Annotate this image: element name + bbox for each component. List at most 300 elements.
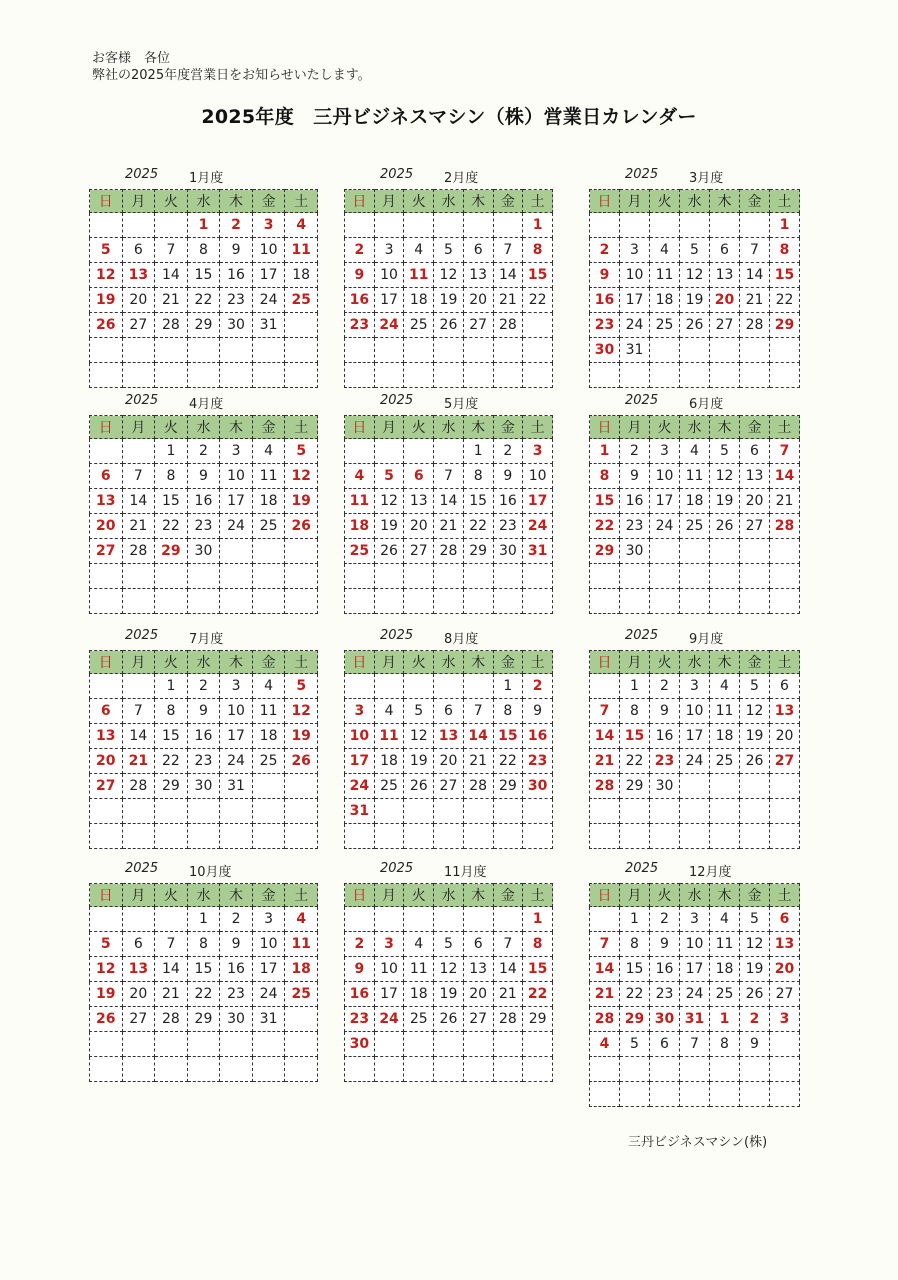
holiday-day-cell: 9 [345, 263, 375, 288]
empty-day-cell [345, 564, 375, 589]
holiday-day-cell: 26 [285, 749, 318, 774]
business-day-cell: 3 [680, 907, 710, 932]
weekday-label: 金 [493, 651, 523, 674]
month-year: 2025 [380, 861, 414, 876]
weekday-label: 月 [620, 416, 650, 439]
empty-day-cell [90, 1057, 123, 1082]
business-day-cell: 18 [680, 489, 710, 514]
business-day-cell: 5 [620, 1032, 650, 1057]
business-day-cell: 20 [434, 749, 464, 774]
business-day-cell: 17 [374, 288, 404, 313]
empty-day-cell [155, 213, 188, 238]
business-day-cell: 18 [710, 724, 740, 749]
week-row [345, 724, 553, 749]
empty-day-cell [155, 564, 188, 589]
business-day-cell: 20 [404, 514, 434, 539]
business-day-cell: 27 [710, 313, 740, 338]
empty-day-cell [434, 363, 464, 388]
empty-day-cell [285, 363, 318, 388]
business-day-cell: 14 [740, 263, 770, 288]
week-row [90, 982, 318, 1007]
business-day-cell: 18 [650, 288, 680, 313]
business-day-cell: 20 [463, 288, 493, 313]
empty-day-cell [374, 363, 404, 388]
business-day-cell: 12 [740, 932, 770, 957]
weekday-label: 月 [620, 190, 650, 213]
week-row [90, 263, 318, 288]
week-row [90, 774, 318, 799]
holiday-day-cell: 7 [770, 439, 800, 464]
weekday-label: 土 [285, 190, 318, 213]
empty-day-cell [770, 539, 800, 564]
empty-day-cell [345, 589, 375, 614]
holiday-day-cell: 1 [523, 907, 553, 932]
business-day-cell: 7 [122, 699, 155, 724]
holiday-day-cell: 14 [463, 724, 493, 749]
holiday-day-cell: 18 [285, 957, 318, 982]
empty-day-cell [122, 439, 155, 464]
business-day-cell: 6 [650, 1032, 680, 1057]
holiday-day-cell: 18 [345, 514, 375, 539]
month-name: 12月度 [689, 865, 732, 880]
holiday-day-cell: 15 [620, 724, 650, 749]
empty-day-cell [434, 824, 464, 849]
month-name: 2月度 [444, 171, 479, 186]
week-row [345, 464, 553, 489]
weekday-label: 火 [650, 884, 680, 907]
empty-day-cell [493, 589, 523, 614]
week-row [345, 363, 553, 388]
empty-day-cell [404, 439, 434, 464]
weekday-header [590, 416, 800, 439]
empty-day-cell [252, 539, 285, 564]
holiday-day-cell: 5 [90, 238, 123, 263]
empty-day-cell [90, 363, 123, 388]
business-day-cell: 21 [493, 288, 523, 313]
weekday-label: 月 [374, 416, 404, 439]
empty-day-cell [155, 799, 188, 824]
business-day-cell: 22 [187, 982, 220, 1007]
holiday-day-cell: 7 [590, 699, 620, 724]
week-row [590, 749, 800, 774]
week-row [590, 213, 800, 238]
empty-day-cell [493, 1057, 523, 1082]
holiday-day-cell: 30 [523, 774, 553, 799]
month-table [589, 650, 800, 849]
business-day-cell: 1 [620, 674, 650, 699]
business-day-cell: 20 [122, 288, 155, 313]
empty-day-cell [374, 824, 404, 849]
business-day-cell: 21 [770, 489, 800, 514]
holiday-day-cell: 25 [285, 982, 318, 1007]
business-day-cell: 16 [493, 489, 523, 514]
business-day-cell: 15 [187, 957, 220, 982]
empty-day-cell [493, 907, 523, 932]
week-row [345, 338, 553, 363]
weekday-label: 土 [770, 416, 800, 439]
month-name: 5月度 [444, 397, 479, 412]
week-row [345, 749, 553, 774]
holiday-day-cell: 23 [345, 313, 375, 338]
business-day-cell: 3 [220, 674, 253, 699]
business-day-cell: 30 [620, 539, 650, 564]
holiday-day-cell: 13 [122, 957, 155, 982]
month-label [89, 167, 318, 187]
holiday-day-cell: 5 [374, 464, 404, 489]
business-day-cell: 3 [620, 238, 650, 263]
week-row [590, 589, 800, 614]
weekday-label: 水 [434, 190, 464, 213]
week-row [90, 514, 318, 539]
business-day-cell: 28 [740, 313, 770, 338]
empty-day-cell [680, 1082, 710, 1107]
weekday-label: 月 [122, 416, 155, 439]
business-day-cell: 20 [122, 982, 155, 1007]
empty-day-cell [770, 774, 800, 799]
week-row [90, 799, 318, 824]
business-day-cell: 23 [220, 982, 253, 1007]
holiday-day-cell: 6 [404, 464, 434, 489]
week-row [90, 674, 318, 699]
business-day-cell: 5 [680, 238, 710, 263]
business-day-cell: 22 [523, 288, 553, 313]
business-day-cell: 3 [374, 238, 404, 263]
empty-day-cell [680, 589, 710, 614]
business-day-cell: 26 [710, 514, 740, 539]
holiday-day-cell: 20 [90, 749, 123, 774]
weekday-label: 火 [650, 190, 680, 213]
business-day-cell: 29 [155, 774, 188, 799]
week-row [345, 288, 553, 313]
empty-day-cell [187, 589, 220, 614]
empty-day-cell [434, 907, 464, 932]
business-day-cell: 25 [252, 749, 285, 774]
business-day-cell: 1 [463, 439, 493, 464]
weekday-label: 木 [220, 190, 253, 213]
holiday-day-cell: 16 [590, 288, 620, 313]
empty-day-cell [620, 799, 650, 824]
business-day-cell: 5 [404, 699, 434, 724]
holiday-day-cell: 30 [590, 338, 620, 363]
empty-day-cell [620, 824, 650, 849]
holiday-day-cell: 12 [90, 957, 123, 982]
page-title: 2025年度 三丹ビジネスマシン（株）営業日カレンダー [201, 106, 697, 128]
empty-day-cell [285, 1032, 318, 1057]
week-row [345, 982, 553, 1007]
empty-day-cell [434, 338, 464, 363]
holiday-day-cell: 3 [770, 1007, 800, 1032]
holiday-day-cell: 6 [90, 699, 123, 724]
business-day-cell: 8 [155, 699, 188, 724]
empty-day-cell [650, 1057, 680, 1082]
month-label [589, 167, 800, 187]
month-calendar [344, 167, 553, 388]
weekday-label: 月 [374, 884, 404, 907]
business-day-cell: 9 [523, 699, 553, 724]
business-day-cell: 6 [122, 932, 155, 957]
business-day-cell: 24 [252, 982, 285, 1007]
business-day-cell: 27 [740, 514, 770, 539]
empty-day-cell [122, 1032, 155, 1057]
business-day-cell: 3 [252, 907, 285, 932]
business-day-cell: 27 [404, 539, 434, 564]
business-day-cell: 23 [187, 749, 220, 774]
business-day-cell: 11 [680, 464, 710, 489]
business-day-cell: 29 [620, 774, 650, 799]
business-day-cell: 24 [220, 514, 253, 539]
weekday-label: 水 [187, 651, 220, 674]
business-day-cell: 31 [252, 1007, 285, 1032]
holiday-day-cell: 23 [590, 313, 620, 338]
business-day-cell: 23 [187, 514, 220, 539]
week-row [590, 539, 800, 564]
empty-day-cell [122, 363, 155, 388]
week-row [590, 263, 800, 288]
business-day-cell: 28 [122, 539, 155, 564]
business-day-cell: 28 [434, 539, 464, 564]
empty-day-cell [493, 799, 523, 824]
business-day-cell: 25 [680, 514, 710, 539]
empty-day-cell [710, 213, 740, 238]
empty-day-cell [710, 363, 740, 388]
empty-day-cell [523, 799, 553, 824]
weekday-header [345, 416, 553, 439]
business-day-cell: 6 [434, 699, 464, 724]
holiday-day-cell: 28 [770, 514, 800, 539]
weekday-label: 土 [285, 884, 318, 907]
week-row [345, 213, 553, 238]
empty-day-cell [770, 363, 800, 388]
weekday-label: 日 [345, 884, 375, 907]
empty-day-cell [523, 589, 553, 614]
month-label [344, 167, 553, 187]
empty-day-cell [404, 1057, 434, 1082]
empty-day-cell [680, 774, 710, 799]
business-day-cell: 31 [620, 338, 650, 363]
weekday-label: 土 [770, 651, 800, 674]
empty-day-cell [523, 564, 553, 589]
month-table [344, 883, 553, 1082]
empty-day-cell [650, 213, 680, 238]
business-day-cell: 9 [220, 932, 253, 957]
empty-day-cell [463, 338, 493, 363]
empty-day-cell [620, 363, 650, 388]
business-day-cell: 14 [493, 263, 523, 288]
empty-day-cell [523, 1057, 553, 1082]
business-day-cell: 17 [252, 263, 285, 288]
business-day-cell: 22 [187, 288, 220, 313]
weekday-label: 木 [710, 651, 740, 674]
week-row [345, 824, 553, 849]
empty-day-cell [90, 213, 123, 238]
business-day-cell: 22 [155, 514, 188, 539]
business-day-cell: 12 [404, 724, 434, 749]
business-day-cell: 16 [620, 489, 650, 514]
empty-day-cell [404, 1032, 434, 1057]
empty-day-cell [770, 824, 800, 849]
week-row [590, 439, 800, 464]
empty-day-cell [374, 799, 404, 824]
holiday-day-cell: 4 [345, 464, 375, 489]
weekday-label: 金 [252, 416, 285, 439]
empty-day-cell [155, 338, 188, 363]
business-day-cell: 10 [374, 263, 404, 288]
empty-day-cell [374, 674, 404, 699]
week-row [590, 564, 800, 589]
business-day-cell: 9 [220, 238, 253, 263]
business-day-cell: 16 [650, 724, 680, 749]
business-day-cell: 20 [770, 724, 800, 749]
empty-day-cell [252, 1032, 285, 1057]
empty-day-cell [285, 564, 318, 589]
business-day-cell: 12 [680, 263, 710, 288]
week-row [345, 238, 553, 263]
business-day-cell: 29 [523, 1007, 553, 1032]
month-label [89, 393, 318, 413]
business-day-cell: 1 [620, 907, 650, 932]
empty-day-cell [523, 313, 553, 338]
business-day-cell: 14 [122, 489, 155, 514]
weekday-header [345, 884, 553, 907]
empty-day-cell [650, 1082, 680, 1107]
week-row [345, 514, 553, 539]
holiday-day-cell: 1 [187, 213, 220, 238]
business-day-cell: 21 [155, 982, 188, 1007]
weekday-label: 日 [90, 190, 123, 213]
week-row [345, 1007, 553, 1032]
business-day-cell: 17 [650, 489, 680, 514]
holiday-day-cell: 11 [404, 263, 434, 288]
empty-day-cell [680, 363, 710, 388]
empty-day-cell [680, 338, 710, 363]
business-day-cell: 2 [620, 439, 650, 464]
weekday-label: 木 [463, 651, 493, 674]
holiday-day-cell: 2 [523, 674, 553, 699]
empty-day-cell [252, 1057, 285, 1082]
business-day-cell: 18 [374, 749, 404, 774]
business-day-cell: 19 [404, 749, 434, 774]
week-row [590, 699, 800, 724]
empty-day-cell [710, 824, 740, 849]
weekday-label: 水 [187, 884, 220, 907]
weekday-label: 金 [740, 416, 770, 439]
business-day-cell: 25 [252, 514, 285, 539]
business-day-cell: 17 [374, 982, 404, 1007]
business-day-cell: 22 [493, 749, 523, 774]
empty-day-cell [285, 589, 318, 614]
empty-day-cell [345, 1057, 375, 1082]
empty-day-cell [122, 564, 155, 589]
business-day-cell: 11 [710, 932, 740, 957]
weekday-label: 日 [590, 190, 620, 213]
business-day-cell: 30 [650, 774, 680, 799]
month-year: 2025 [380, 167, 414, 182]
empty-day-cell [680, 213, 710, 238]
holiday-day-cell: 24 [374, 1007, 404, 1032]
holiday-day-cell: 31 [680, 1007, 710, 1032]
week-row [345, 489, 553, 514]
empty-day-cell [155, 907, 188, 932]
holiday-day-cell: 13 [122, 263, 155, 288]
holiday-day-cell: 14 [590, 957, 620, 982]
weekday-label: 木 [463, 884, 493, 907]
month-name: 7月度 [189, 632, 224, 647]
weekday-label: 日 [345, 416, 375, 439]
holiday-day-cell: 1 [590, 439, 620, 464]
business-day-cell: 19 [374, 514, 404, 539]
business-day-cell: 2 [220, 907, 253, 932]
weekday-header [90, 651, 318, 674]
weekday-label: 水 [680, 884, 710, 907]
business-day-cell: 20 [740, 489, 770, 514]
business-day-cell: 23 [220, 288, 253, 313]
weekday-label: 水 [434, 416, 464, 439]
week-row [345, 932, 553, 957]
week-row [345, 263, 553, 288]
business-day-cell: 23 [650, 982, 680, 1007]
month-year: 2025 [380, 628, 414, 643]
business-day-cell: 29 [187, 1007, 220, 1032]
empty-day-cell [252, 363, 285, 388]
business-day-cell: 26 [740, 982, 770, 1007]
business-day-cell: 14 [155, 957, 188, 982]
business-day-cell: 31 [220, 774, 253, 799]
empty-day-cell [285, 539, 318, 564]
business-day-cell: 17 [220, 724, 253, 749]
business-day-cell: 24 [650, 514, 680, 539]
business-day-cell: 22 [620, 982, 650, 1007]
business-day-cell: 26 [434, 313, 464, 338]
empty-day-cell [740, 1057, 770, 1082]
weekday-label: 木 [463, 416, 493, 439]
weekday-label: 土 [523, 190, 553, 213]
business-day-cell: 27 [122, 313, 155, 338]
empty-day-cell [463, 589, 493, 614]
month-label [344, 861, 553, 881]
week-row [590, 724, 800, 749]
weekday-label: 月 [620, 884, 650, 907]
business-day-cell: 9 [650, 699, 680, 724]
empty-day-cell [740, 338, 770, 363]
month-name: 8月度 [444, 632, 479, 647]
week-row [90, 288, 318, 313]
holiday-day-cell: 3 [374, 932, 404, 957]
week-row [90, 957, 318, 982]
weekday-label: 金 [740, 884, 770, 907]
week-row [90, 539, 318, 564]
business-day-cell: 19 [434, 288, 464, 313]
holiday-day-cell: 5 [90, 932, 123, 957]
empty-day-cell [374, 338, 404, 363]
week-row [90, 907, 318, 932]
business-day-cell: 11 [252, 464, 285, 489]
week-row [90, 238, 318, 263]
month-year: 2025 [125, 167, 159, 182]
holiday-day-cell: 1 [710, 1007, 740, 1032]
business-day-cell: 12 [434, 957, 464, 982]
business-day-cell: 12 [374, 489, 404, 514]
month-table [89, 415, 318, 614]
empty-day-cell [620, 1082, 650, 1107]
business-day-cell: 17 [680, 957, 710, 982]
empty-day-cell [590, 564, 620, 589]
business-day-cell: 7 [122, 464, 155, 489]
month-table [344, 189, 553, 388]
holiday-day-cell: 16 [345, 982, 375, 1007]
week-row [345, 313, 553, 338]
weekday-label: 土 [770, 190, 800, 213]
weekday-label: 月 [122, 190, 155, 213]
